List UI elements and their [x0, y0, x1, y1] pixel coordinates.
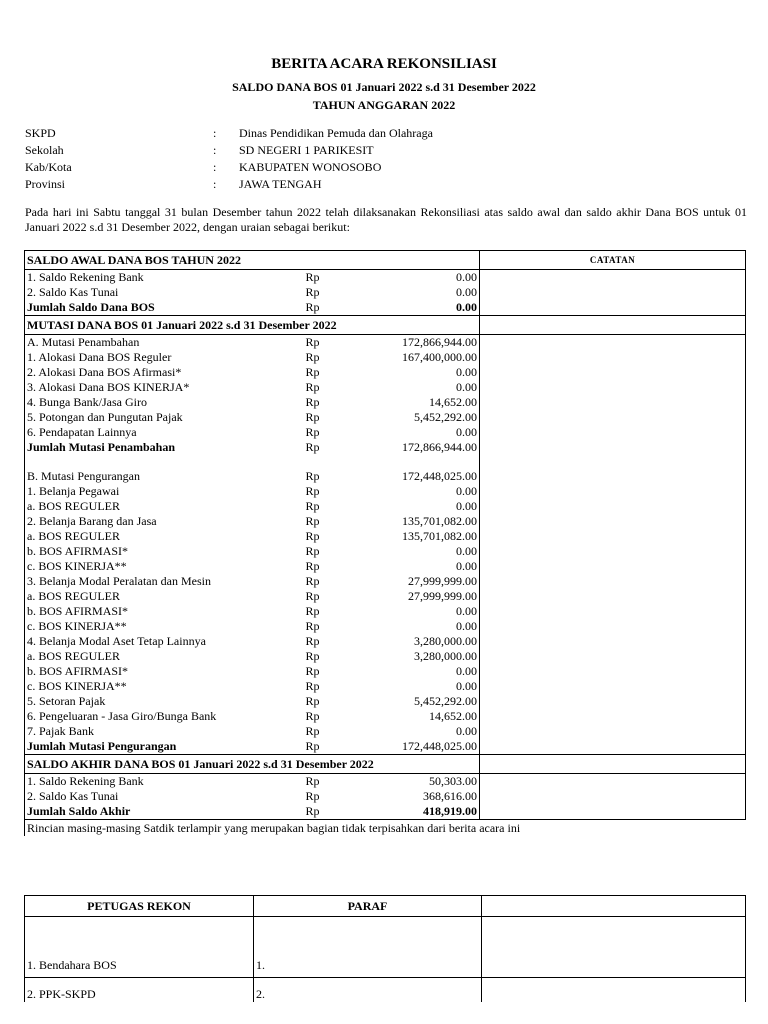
- currency-label: Rp: [305, 484, 320, 498]
- catatan-cell: [480, 484, 746, 499]
- line-item-row: [25, 679, 746, 694]
- catatan-cell: [480, 335, 746, 351]
- line-label: Jumlah Saldo Dana BOS: [25, 300, 304, 316]
- line-amount: 0.00: [456, 679, 478, 693]
- total-row: [25, 739, 746, 755]
- line-amount: 172,866,944.00: [402, 335, 478, 349]
- signoff-header-row: [25, 896, 746, 917]
- catatan-cell: [480, 694, 746, 709]
- currency-label: Rp: [305, 544, 320, 558]
- line-amount: 0.00: [456, 285, 478, 299]
- currency-label: Rp: [305, 589, 320, 603]
- line-item-row: [25, 774, 746, 790]
- line-label: A. Mutasi Penambahan: [25, 335, 304, 351]
- section-header-row: [25, 755, 746, 774]
- line-amount: 135,701,082.00: [402, 514, 478, 528]
- currency-label: Rp: [305, 664, 320, 678]
- line-label: 1. Saldo Rekening Bank: [25, 774, 304, 790]
- catatan-cell: [480, 649, 746, 664]
- line-label: 5. Potongan dan Pungutan Pajak: [25, 410, 304, 425]
- line-item-row: [25, 469, 746, 484]
- signoff-paraf: 1.: [254, 917, 482, 978]
- currency-label: Rp: [305, 514, 320, 528]
- catatan-cell: [480, 724, 746, 739]
- currency-label: Rp: [305, 574, 320, 588]
- line-amount: 27,999,999.00: [408, 574, 478, 588]
- line-amount: 14,652.00: [429, 395, 478, 409]
- line-label: 4. Belanja Modal Aset Tetap Lainnya: [25, 634, 304, 649]
- catatan-cell: [480, 425, 746, 440]
- catatan-cell: [480, 410, 746, 425]
- info-label: SKPD: [25, 126, 56, 140]
- line-item-row: [25, 499, 746, 514]
- currency-label: Rp: [305, 694, 320, 708]
- line-label: 4. Bunga Bank/Jasa Giro: [25, 395, 304, 410]
- document-subtitle: SALDO DANA BOS 01 Januari 2022 s.d 31 Desember 2022: [232, 80, 536, 94]
- line-amount: 14,652.00: [429, 709, 478, 723]
- catatan-cell: [480, 316, 746, 335]
- signoff-row: [25, 978, 746, 1003]
- rincian-row: [25, 820, 746, 837]
- line-item-row: [25, 574, 746, 589]
- currency-label: Rp: [305, 679, 320, 693]
- line-item-row: [25, 395, 746, 410]
- currency-label: Rp: [305, 649, 320, 663]
- catatan-cell: [480, 300, 746, 316]
- currency-label: Rp: [305, 425, 320, 439]
- info-value: JAWA TENGAH: [239, 177, 322, 191]
- catatan-cell: [480, 380, 746, 395]
- info-row-sekolah: [25, 143, 433, 160]
- currency-label: Rp: [305, 559, 320, 573]
- line-amount: 0.00: [456, 619, 478, 633]
- rincian-note: Rincian masing-masing Satdik terlampir yang merupakan bagian tidak terpisahkan dari berita acara ini: [25, 820, 746, 837]
- currency-label: Rp: [305, 335, 320, 349]
- line-item-row: [25, 285, 746, 300]
- fiscal-year: TAHUN ANGGARAN 2022: [312, 98, 456, 112]
- line-label: c. BOS KINERJA**: [25, 559, 304, 574]
- reconciliation-table: [24, 250, 746, 836]
- catatan-cell: [480, 365, 746, 380]
- line-label: 3. Alokasi Dana BOS KINERJA*: [25, 380, 304, 395]
- catatan-cell: [480, 574, 746, 589]
- catatan-cell: [480, 755, 746, 774]
- line-label: b. BOS AFIRMASI*: [25, 544, 304, 559]
- line-amount: 135,701,082.00: [402, 529, 478, 543]
- line-item-row: [25, 350, 746, 365]
- total-row: [25, 440, 746, 455]
- signoff-blank: [482, 917, 746, 978]
- catatan-header: CATATAN: [480, 251, 746, 270]
- line-item-row: [25, 380, 746, 395]
- spacer-row: [25, 455, 746, 469]
- catatan-cell: [480, 634, 746, 649]
- catatan-cell: [480, 804, 746, 820]
- line-label: 2. Belanja Barang dan Jasa: [25, 514, 304, 529]
- catatan-cell: [480, 350, 746, 365]
- catatan-cell: [480, 589, 746, 604]
- signoff-petugas: 1. Bendahara BOS: [25, 917, 254, 978]
- intro-paragraph: Pada hari ini Sabtu tanggal 31 bulan Desember tahun 2022 telah dilaksanakan Rekonsiliasi atas saldo awal dan saldo akhir Dana BOS untuk 01 Januari 2022 s.d 31 Desember 2022, dengan uraian sebagai berikut:: [25, 205, 747, 234]
- line-label: 2. Saldo Kas Tunai: [25, 789, 304, 804]
- line-label: 7. Pajak Bank: [25, 724, 304, 739]
- line-label: 6. Pengeluaran - Jasa Giro/Bunga Bank: [25, 709, 304, 724]
- info-row-kabkota: [25, 160, 433, 177]
- line-amount: 0.00: [456, 544, 478, 558]
- line-label: 1. Belanja Pegawai: [25, 484, 304, 499]
- line-label: b. BOS AFIRMASI*: [25, 604, 304, 619]
- line-label: 5. Setoran Pajak: [25, 694, 304, 709]
- currency-label: Rp: [305, 634, 320, 648]
- currency-label: Rp: [305, 469, 320, 483]
- line-amount: 167,400,000.00: [402, 350, 478, 364]
- catatan-cell: [480, 270, 746, 286]
- section-title: MUTASI DANA BOS 01 Januari 2022 s.d 31 Desember 2022: [25, 316, 480, 335]
- line-item-row: [25, 425, 746, 440]
- info-value: Dinas Pendidikan Pemuda dan Olahraga: [239, 126, 433, 140]
- currency-label: Rp: [305, 380, 320, 394]
- line-label: 1. Alokasi Dana BOS Reguler: [25, 350, 304, 365]
- line-label: 2. Saldo Kas Tunai: [25, 285, 304, 300]
- signoff-petugas: 2. PPK-SKPD: [25, 978, 254, 1003]
- catatan-cell: [480, 455, 746, 469]
- currency-label: Rp: [305, 440, 320, 454]
- line-amount: 0.00: [456, 724, 478, 738]
- catatan-cell: [480, 709, 746, 724]
- line-item-row: [25, 649, 746, 664]
- catatan-cell: [480, 529, 746, 544]
- catatan-cell: [480, 789, 746, 804]
- info-row-provinsi: [25, 177, 433, 194]
- catatan-cell: [480, 395, 746, 410]
- line-amount: 27,999,999.00: [408, 589, 478, 603]
- currency-label: Rp: [305, 300, 320, 314]
- line-amount: 0.00: [456, 380, 478, 394]
- info-colon: :: [213, 126, 217, 140]
- currency-label: Rp: [305, 270, 320, 284]
- line-amount: 368,616.00: [423, 789, 478, 803]
- line-item-row: [25, 335, 746, 351]
- line-amount: 0.00: [456, 559, 478, 573]
- catatan-cell: [480, 559, 746, 574]
- line-amount: 3,280,000.00: [414, 649, 478, 663]
- line-label: 3. Belanja Modal Peralatan dan Mesin: [25, 574, 304, 589]
- line-amount: 172,866,944.00: [402, 440, 478, 454]
- line-item-row: [25, 724, 746, 739]
- signoff-paraf: 2.: [254, 978, 482, 1003]
- line-amount: 50,303.00: [429, 774, 478, 788]
- line-item-row: [25, 544, 746, 559]
- currency-label: Rp: [305, 789, 320, 803]
- amount-cell: [364, 455, 480, 469]
- line-amount: 0.00: [456, 484, 478, 498]
- currency-label: Rp: [305, 709, 320, 723]
- line-item-row: [25, 484, 746, 499]
- info-colon: :: [213, 143, 217, 157]
- catatan-cell: [480, 604, 746, 619]
- signoff-col-blank: [482, 896, 746, 917]
- line-amount: 3,280,000.00: [414, 634, 478, 648]
- catatan-cell: [480, 679, 746, 694]
- catatan-cell: [480, 285, 746, 300]
- line-label: B. Mutasi Pengurangan: [25, 469, 304, 484]
- currency-label: Rp: [305, 395, 320, 409]
- catatan-cell: [480, 514, 746, 529]
- line-item-row: [25, 604, 746, 619]
- line-label: b. BOS AFIRMASI*: [25, 664, 304, 679]
- line-amount: 0.00: [456, 604, 478, 618]
- currency-label: Rp: [305, 804, 320, 818]
- signoff-col-petugas: PETUGAS REKON: [25, 896, 254, 917]
- line-item-row: [25, 270, 746, 286]
- info-colon: :: [213, 160, 217, 174]
- currency-label: Rp: [305, 499, 320, 513]
- info-colon: :: [213, 177, 217, 191]
- line-amount: 0.00: [456, 300, 478, 314]
- catatan-cell: [480, 664, 746, 679]
- section-title: SALDO AWAL DANA BOS TAHUN 2022: [25, 251, 480, 270]
- currency-label: Rp: [305, 285, 320, 299]
- line-item-row: [25, 589, 746, 604]
- line-label: c. BOS KINERJA**: [25, 619, 304, 634]
- info-label: Sekolah: [25, 143, 64, 157]
- currency-label: Rp: [305, 350, 320, 364]
- currency-label: Rp: [305, 410, 320, 424]
- line-label: a. BOS REGULER: [25, 499, 304, 514]
- line-amount: 172,448,025.00: [402, 469, 478, 483]
- currency-label: Rp: [305, 724, 320, 738]
- currency-label: Rp: [305, 365, 320, 379]
- line-item-row: [25, 619, 746, 634]
- catatan-cell: [480, 469, 746, 484]
- line-amount: 5,452,292.00: [414, 410, 478, 424]
- line-label: Jumlah Mutasi Pengurangan: [25, 739, 304, 755]
- line-item-row: [25, 559, 746, 574]
- info-label: Provinsi: [25, 177, 66, 191]
- currency-label: Rp: [305, 604, 320, 618]
- catatan-cell: [480, 739, 746, 755]
- line-item-row: [25, 634, 746, 649]
- catatan-cell: [480, 440, 746, 455]
- section-header-row: [25, 316, 746, 335]
- line-amount: 0.00: [456, 664, 478, 678]
- total-row: [25, 300, 746, 316]
- catatan-cell: [480, 544, 746, 559]
- line-label: 6. Pendapatan Lainnya: [25, 425, 304, 440]
- line-item-row: [25, 514, 746, 529]
- line-label: 1. Saldo Rekening Bank: [25, 270, 304, 286]
- line-label: c. BOS KINERJA**: [25, 679, 304, 694]
- currency-label: Rp: [305, 739, 320, 753]
- currency-label: Rp: [305, 529, 320, 543]
- line-amount: 0.00: [456, 270, 478, 284]
- line-label: a. BOS REGULER: [25, 649, 304, 664]
- catatan-cell: [480, 774, 746, 790]
- line-amount: 172,448,025.00: [402, 739, 478, 753]
- line-label: a. BOS REGULER: [25, 529, 304, 544]
- line-item-row: [25, 365, 746, 380]
- currency-cell: [304, 455, 364, 469]
- line-amount: 0.00: [456, 425, 478, 439]
- signoff-blank: [482, 978, 746, 1003]
- line-item-row: [25, 529, 746, 544]
- total-row: [25, 804, 746, 820]
- line-amount: 5,452,292.00: [414, 694, 478, 708]
- line-label: Jumlah Saldo Akhir: [25, 804, 304, 820]
- info-value: SD NEGERI 1 PARIKESIT: [239, 143, 374, 157]
- info-row-skpd: [25, 126, 433, 143]
- line-amount: 0.00: [456, 499, 478, 513]
- label-cell: [25, 455, 304, 469]
- document-title: BERITA ACARA REKONSILIASI: [271, 56, 497, 72]
- line-item-row: [25, 709, 746, 724]
- line-item-row: [25, 789, 746, 804]
- line-item-row: [25, 664, 746, 679]
- line-amount: 0.00: [456, 365, 478, 379]
- catatan-cell: [480, 499, 746, 514]
- section-title: SALDO AKHIR DANA BOS 01 Januari 2022 s.d 31 Desember 2022: [25, 755, 480, 774]
- line-amount: 418,919.00: [423, 804, 478, 818]
- catatan-cell: [480, 619, 746, 634]
- line-item-row: [25, 410, 746, 425]
- section-header-row: [25, 251, 746, 270]
- identity-block: [25, 126, 433, 194]
- line-label: Jumlah Mutasi Penambahan: [25, 440, 304, 455]
- signoff-row: [25, 917, 746, 978]
- signoff-col-paraf: PARAF: [254, 896, 482, 917]
- currency-label: Rp: [305, 774, 320, 788]
- info-label: Kab/Kota: [25, 160, 72, 174]
- line-label: 2. Alokasi Dana BOS Afirmasi*: [25, 365, 304, 380]
- line-label: a. BOS REGULER: [25, 589, 304, 604]
- currency-label: Rp: [305, 619, 320, 633]
- line-item-row: [25, 694, 746, 709]
- signoff-table: [24, 895, 746, 1002]
- info-value: KABUPATEN WONOSOBO: [239, 160, 382, 174]
